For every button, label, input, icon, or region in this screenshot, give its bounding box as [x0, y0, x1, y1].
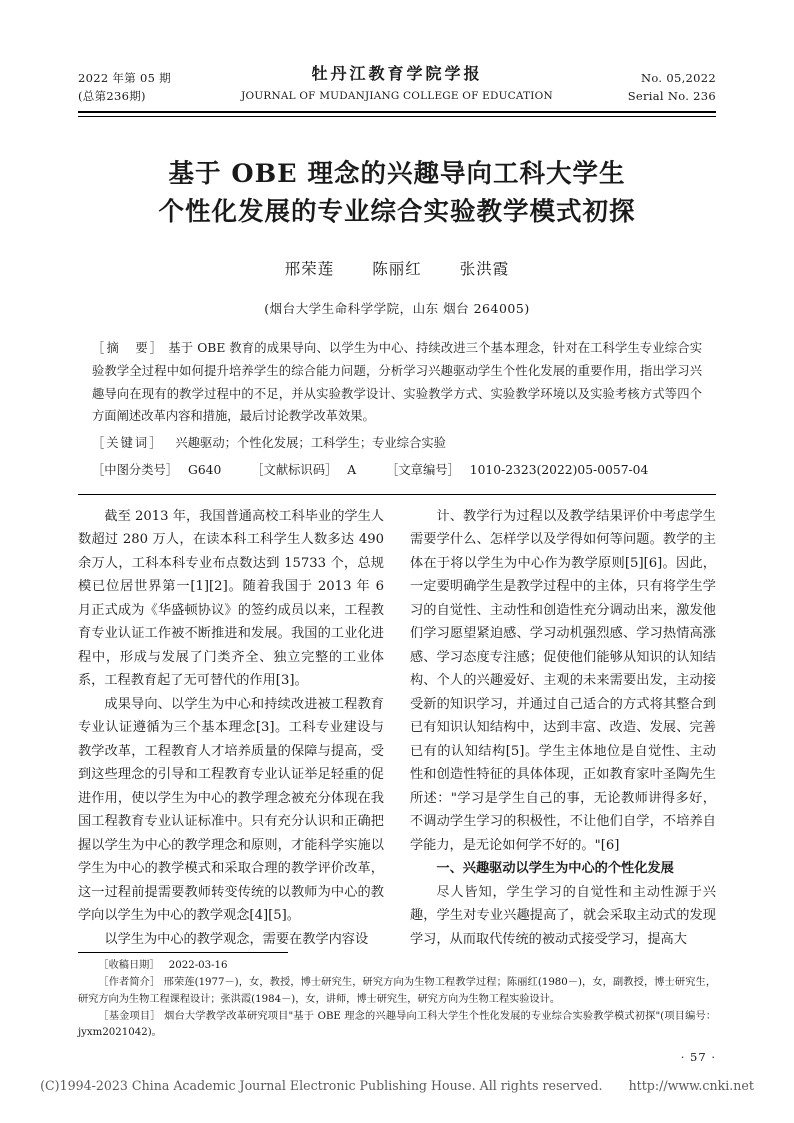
- clc-label: ［中图分类号］: [92, 462, 179, 477]
- author-3: 张洪霞: [459, 260, 510, 279]
- received-date-label: ［收稿日期］: [98, 960, 160, 971]
- author-list: [78, 257, 716, 279]
- issue-serial-cn: (总第236期): [78, 88, 146, 103]
- received-date-value: 2022-03-16: [168, 960, 228, 971]
- journal-title-en: JOURNAL OF MUDANJIANG COLLEGE OF EDUCATION: [241, 90, 553, 102]
- abstract-paragraph: [92, 337, 702, 428]
- keywords-value: 兴趣驱动；个性化发展；工科学生；专业综合实验: [175, 436, 446, 451]
- issue-info: [78, 70, 228, 105]
- issue-number-en: No. 05,2022: [641, 71, 716, 86]
- header-divider: [78, 111, 716, 117]
- body-columns: [78, 505, 716, 952]
- page-number: · 57 ·: [680, 1050, 716, 1064]
- clc-value: G640: [188, 462, 222, 477]
- abstract-block: [78, 337, 716, 481]
- doc-code-value: A: [347, 462, 357, 477]
- journal-title-cn: 牡丹江教育学院学报: [311, 64, 483, 83]
- copyright-url: http://www.cnki.net: [628, 1078, 754, 1093]
- abstract-text: 基于 OBE 教育的成果导向、以学生为中心、持续改进三个基本理念，针对在工科学生专业综合实验教学全过程中如何提升培养学生的综合能力问题，分析学习兴趣驱动学生个性化发展的重要作用，指出学习兴趣导向在现有的教学过程中的不足，并从实验教学设计、实验教学方式、实验教学环境以及实验考核方式等四个方面阐述改革内容和措施，最后讨论教学改革效果。: [92, 341, 702, 424]
- column-left: [78, 505, 384, 952]
- title-block: [78, 155, 716, 318]
- issue-info-en: [566, 70, 716, 105]
- author-1: 邢荣莲: [284, 260, 335, 279]
- paragraph: 以学生为中心的教学观念，需要在教学内容设: [104, 931, 369, 947]
- paragraph: 截至 2013 年，我国普通高校工科毕业的学生人数超过 280 万人，在读本科工科学生人数多达 490 余万人，工科本科专业布点数达到 15733 个，总规模已位居世界第一[1][2]。随着我国于 2013 年 6 月正式成为《华盛顿协议》的签约成员以来，工程教育专业认证工作被不断推进和发展。我国的工业化进程中，形成与发展了门类齐全、独立完整的工业体系，工程教育起了无可替代的作用[3]。: [78, 508, 384, 689]
- keywords-label: ［关键词］: [92, 436, 164, 451]
- column-right: [410, 505, 716, 952]
- running-head: [78, 62, 716, 105]
- fund-line: [78, 1009, 716, 1042]
- doc-code-label: ［文献标识码］: [251, 462, 338, 477]
- copyright-text: (C)1994-2023 China Academic Journal Electronic Publishing House. All rights reserved.: [40, 1078, 603, 1093]
- copyright-band: [0, 1078, 794, 1093]
- page-content: [78, 62, 716, 951]
- affiliation: (烟台大学生命科学学院，山东 烟台 264005): [264, 301, 530, 317]
- footnote-divider: [78, 952, 288, 953]
- abstract-label: ［摘 要］: [92, 341, 165, 356]
- article-id-value: 1010-2323(2022)05-0057-04: [469, 462, 649, 477]
- clc-segment: [92, 463, 225, 477]
- title-line-2: 个性化发展的专业综合实验教学模式初探: [158, 197, 636, 227]
- paragraph: 计、教学行为过程以及教学结果评价中考虑学生需要学什么、怎样学以及学得如何等问题。教学的主体在于将以学生为中心作为教学原则[5][6]。因此，一定要明确学生是教学过程中的主体，只有将学生学习的自觉性、主动性和创造性充分调动出来，激发他们学习愿望紧迫感、学习动机强烈感、学习热情高涨感、学习态度专注感；促使他们能够从知识的认知结构、个人的兴趣爱好、主观的未来需要出发，主动接受新的知识学习，并通过自己适合的方式将其整合到已有知识认知结构中，达到丰富、改造、发展、完善已有的认知结构[5]。学生主体地位是自觉性、主动性和创造性特征的具体体现，正如教育家叶圣陶先生所述："学习是学生自己的事，无论教师讲得多好，不调动学生学习的积极性，不让他们自学，不培养自学能力，是无论如何学不好的。"[6]: [410, 508, 716, 853]
- author-bio-value: 邢荣莲(1977－)，女，教授，博士研究生，研究方向为生物工程教学过程；陈丽红(1980－)，女，副教授，博士研究生，研究方向为生物工程课程设计；张洪霞(1984－)，女，讲师，博士研究生，研究方向为生物工程实验设计。: [78, 977, 717, 1005]
- author-2: 陈丽红: [372, 260, 422, 279]
- issue-year-number: 2022 年第 05 期: [78, 71, 171, 86]
- author-bio-label: ［作者简介］: [98, 977, 161, 989]
- article-id-segment: [386, 463, 648, 477]
- body-divider: [78, 494, 716, 495]
- received-date-line: [78, 958, 716, 974]
- doc-code-segment: [251, 463, 360, 477]
- journal-title-block: [228, 62, 566, 105]
- classification-line: [92, 459, 702, 482]
- author-bio-line: [78, 975, 716, 1008]
- page-title: [78, 155, 716, 232]
- paragraph: 成果导向、以学生为中心和持续改进被工程教育专业认证遵循为三个基本理念[3]。工科专业建设与教学改革，工程教育人才培养质量的保障与提高，受到这些理念的引导和工程教育专业认证举足轻重的促进作用，使以学生为中心的教学理念被充分体现在我国工程教育专业认证标准中。只有充分认识和正确把握以学生为中心的教学理念和原则，才能科学实施以学生为中心的教学模式和采取合理的教学评价改革，这一过程前提需要教师转变传统的以教师为中心的教学向以学生为中心的教学观念[4][5]。: [78, 696, 384, 924]
- fund-value: 烟台大学教学改革研究项目"基于 OBE 理念的兴趣导向工科大学生个性化发展的专业综合实验教学模式初探"(项目编号：jyxm2021042)。: [78, 1010, 717, 1039]
- article-id-label: ［文章编号］: [386, 462, 460, 477]
- issue-serial-en: Serial No. 236: [627, 88, 716, 103]
- section-heading: 一、兴趣驱动以学生为中心的个性化发展: [436, 861, 674, 877]
- footnote-block: [78, 952, 716, 1043]
- keywords-line: [92, 432, 702, 455]
- title-line-1: 基于 OBE 理念的兴趣导向工科大学生: [168, 158, 626, 189]
- paragraph: 尽人皆知，学生学习的自觉性和主动性源于兴趣，学生对专业兴趣提高了，就会采取主动式的发现学习，从而取代传统的被动式接受学习，提高大: [410, 884, 716, 947]
- fund-label: ［基金项目］: [98, 1010, 161, 1022]
